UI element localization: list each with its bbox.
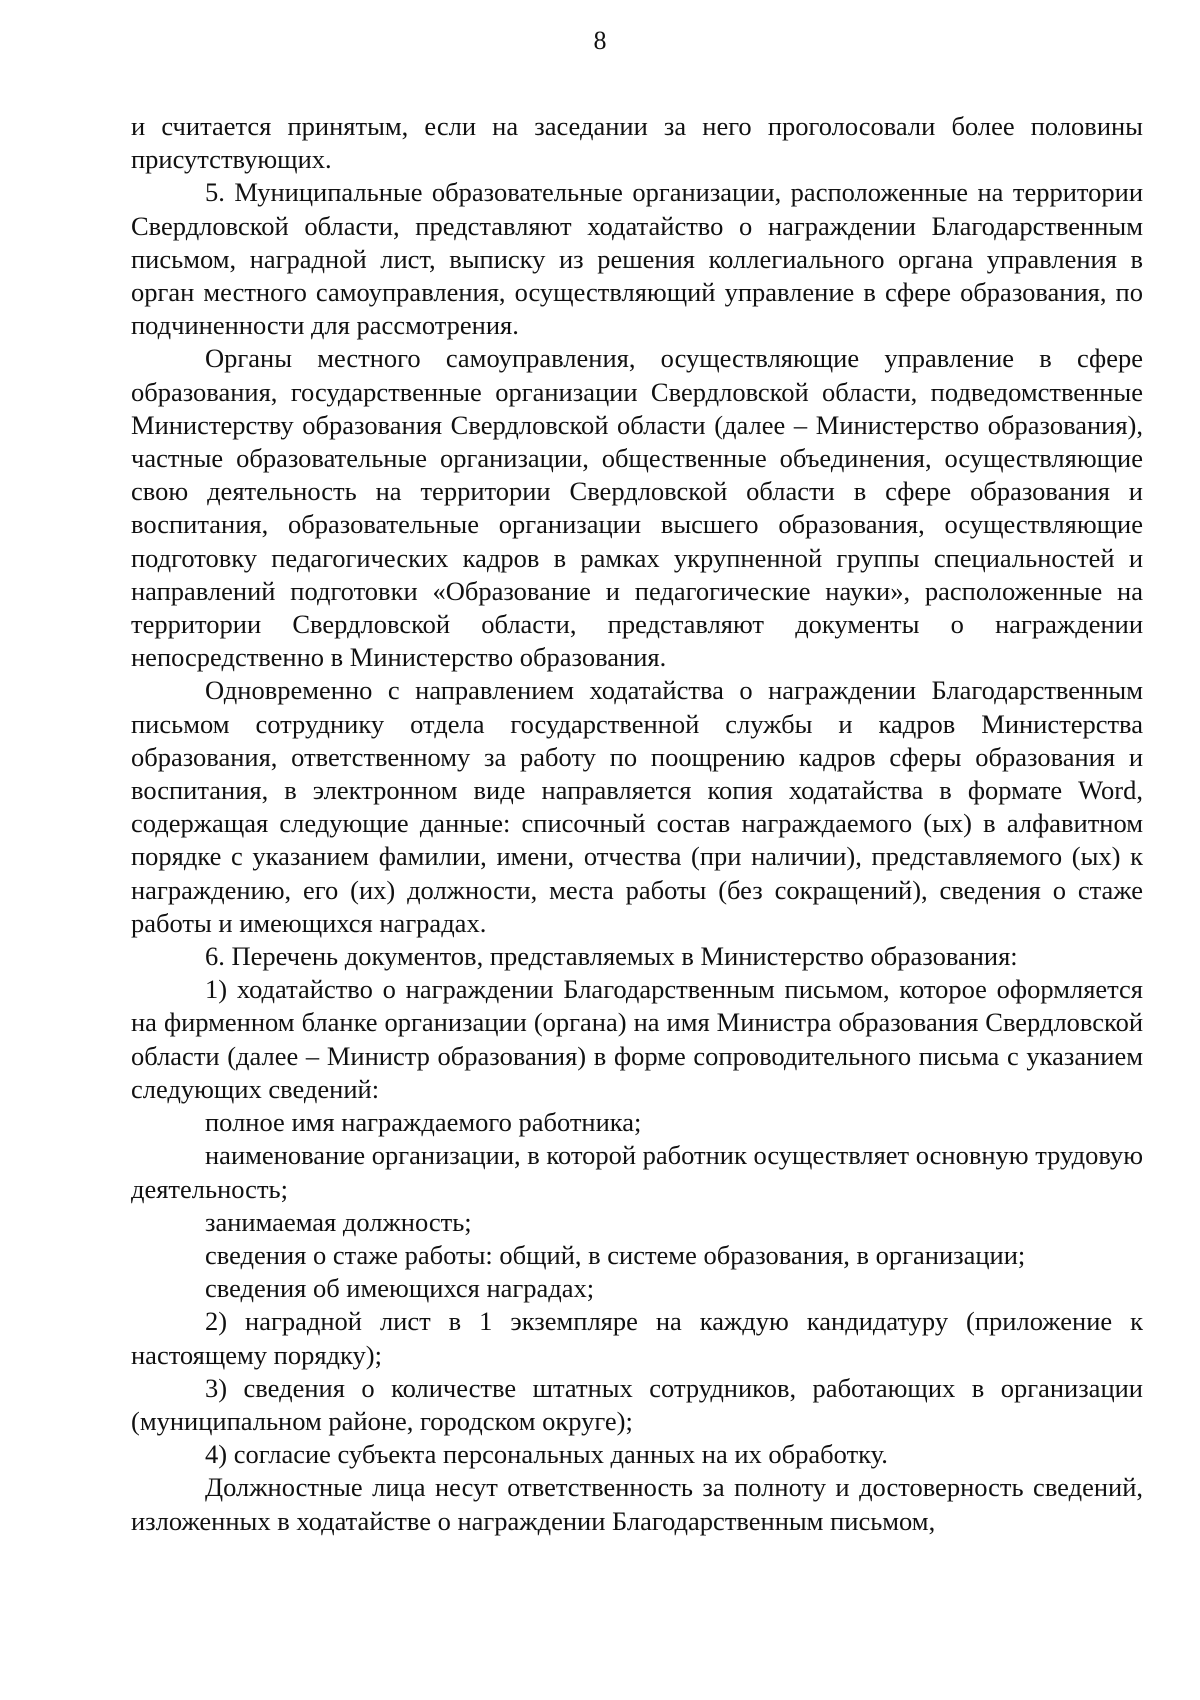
list-item-petition: 1) ходатайство о награждении Благодарственным письмом, которое оформляется на фирменном бланке организации (органа) на имя Министра образования Свердловской области (далее – Министр образования) в форме сопроводительного письма с указанием следующих сведений: (131, 974, 1143, 1104)
paragraph-local-authorities: Органы местного самоуправления, осуществляющие управление в сфере образования, государственные организации Свердловской области, подведомственные Министерству образования Свердловской области (далее – Министерство образования), частные образовательные организации, общественные объединения, осуществляющие свою деятельность на территории Свердловской области в сфере образования и воспитания, образовательные организации высшего образования, осуществляющие подготовку педагогических кадров в рамках укрупненной группы специальностей и направлений подготовки «Образование и педагогические науки», расположенные на территории Свердловской области, представляют документы о награждении непосредственно в Министерство образования. (131, 343, 1143, 673)
list-subitem-awards: сведения об имеющихся наградах; (205, 1273, 595, 1304)
list-subitem-position: занимаемая должность; (205, 1206, 472, 1237)
list-subitem-organization: наименование организации, в которой работник осуществляет основную трудовую деятельность; (131, 1140, 1144, 1204)
list-item-consent: 4) согласие субъекта персональных данных на их обработку. (205, 1439, 888, 1470)
list-item-award-sheet: 2) наградной лист в 1 экземпляре на каждую кандидатуру (приложение к настоящему порядку); (131, 1306, 1143, 1370)
document-body (131, 110, 1143, 1538)
list-subitem-full-name: полное имя награждаемого работника; (205, 1107, 642, 1138)
paragraph-continuation: и считается принятым, если на заседании за него проголосовали более половины присутствующих. (131, 111, 1143, 175)
paragraph-electronic-copy: Одновременно с направлением ходатайства о награждении Благодарственным письмом сотруднику отдела государственной службы и кадров Министерства образования, ответственному за работу по поощрению кадров сферы образования и воспитания, в электронном виде направляется копия ходатайства в формате Word, содержащая следующие данные: списочный состав награждаемого (ых) в алфавитном порядке с указанием фамилии, имени, отчества (при наличии), представляемого (ых) к награждению, его (их) должности, места работы (без сокращений), сведения о стаже работы и имеющихся наградах. (131, 675, 1143, 938)
paragraph-responsibility: Должностные лица несут ответственность за полноту и достоверность сведений, изложенных в ходатайстве о награждении Благодарственным письмом, (131, 1472, 1143, 1536)
paragraph-item-6: 6. Перечень документов, представляемых в Министерство образования: (205, 941, 1018, 972)
paragraph-item-5: 5. Муниципальные образовательные организации, расположенные на территории Свердловской области, представляют ходатайство о награждении Благодарственным письмом, наградной лист, выписку из решения коллегиального органа управления в орган местного самоуправления, осуществляющий управление в сфере образования, по подчиненности для рассмотрения. (131, 177, 1143, 341)
list-subitem-experience: сведения о стаже работы: общий, в системе образования, в организации; (205, 1239, 1026, 1270)
page-number: 8 (593, 26, 607, 55)
list-item-staff-info: 3) сведения о количестве штатных сотрудников, работающих в организации (муниципальном районе, городском округе); (131, 1372, 1143, 1436)
